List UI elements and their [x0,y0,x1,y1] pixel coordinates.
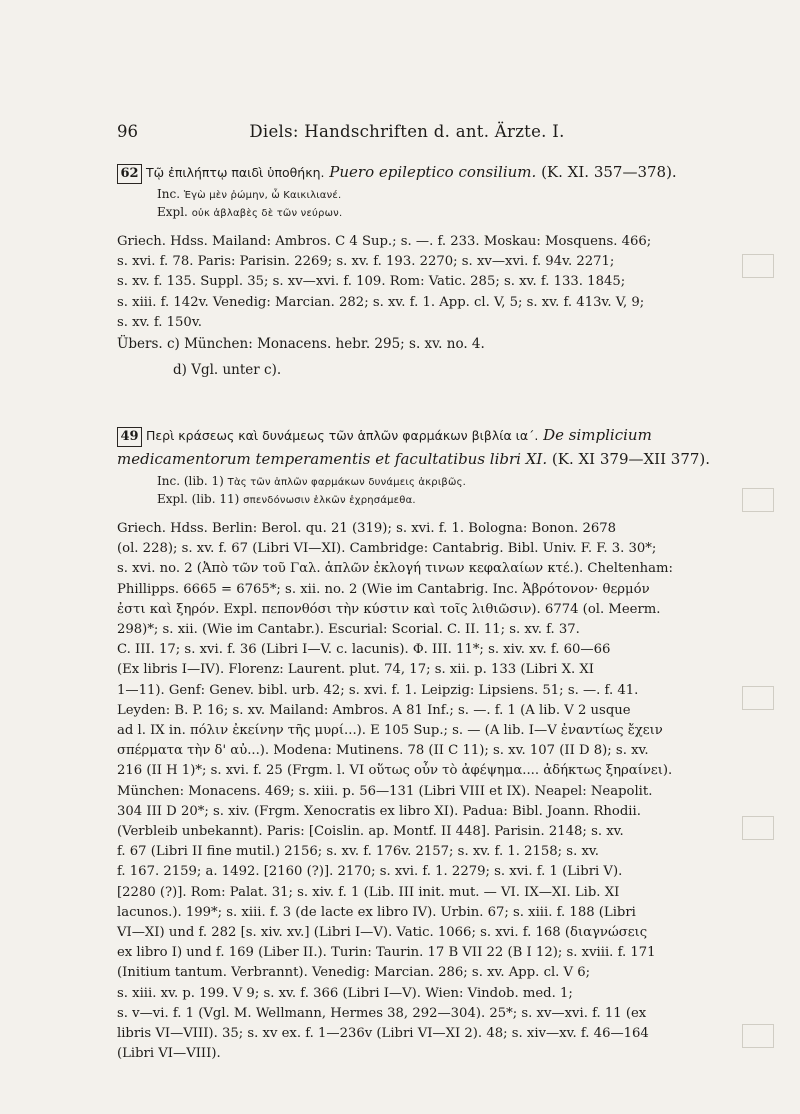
body-line: (Verbleib unbekannt). Paris: [Coislin. ap. Montf. II 448]. Parisin. 2148; s. xv. [117,824,624,840]
bleed-through-mark [742,1024,774,1048]
entry-number: 62 [117,164,142,184]
body-line: (Libri VI—VIII). [117,1046,221,1062]
incipit: Inc. (lib. 1) Τὰς τῶν ἁπλῶν φαρμάκων δυνάμεις ἀκριβῶς. [157,474,467,488]
entry-title [146,423,652,448]
body-line: lacunos.). 199*; s. xiii. f. 3 (de lacte ex libro IV). Urbin. 67; s. xiii. f. 188 (Libri [117,904,636,920]
body-line: Leyden: B. P. 16; s. xv. Mailand: Ambros. A 81 Inf.; s. —. f. 1 (A lib. V 2 usque [117,702,631,718]
body-line: München: Monacens. 469; s. xiii. p. 56—131 (Libri VIII et IX). Neapel: Neapolit. [117,783,653,799]
body-line: f. 67 (Libri II fine mutil.) 2156; s. xv. f. 176v. 2157; s. xv. f. 1. 2158; s. xv. [117,844,599,860]
bleed-through-mark [742,686,774,710]
body-line: Phillipps. 6665 = 6765*; s. xii. no. 2 (Wie im Cantabrig. Inc. Ἀβρότονον· θερμόν [117,581,650,597]
title-latin: De simplicium [543,426,652,444]
body-line: VI—XI) und f. 282 [s. xiv. xv.] (Libri I—V). Vatic. 1066; s. xvi. f. 168 (διαγνώσεις [117,925,648,941]
body-line: ad l. IX in. πόλιν ἐκείνην τῆς μυρί...). E 105 Sup.; s. — (A lib. I—V ἐναντίως ἔχειν [117,723,663,739]
body-line: C. III. 17; s. xvi. f. 36 (Libri I—V. c. lacunis). Φ. III. 11*; s. xiv. xv. f. 60—66 [117,642,611,658]
title-greek: Τῷ ἐπιλήπτῳ παιδὶ ὑποθήκη. [146,165,325,180]
entry-title [146,160,677,185]
body-line: s. xiii. xv. p. 199. V 9; s. xv. f. 366 (Libri I—V). Wien: Vindob. med. 1; [117,985,573,1001]
bleed-through-mark [742,254,774,278]
body-line: 304 III D 20*; s. xiv. (Frgm. Xenocratis ex libro XI). Padua: Bibl. Joann. Rhodii. [117,803,641,819]
entry-number: 49 [117,427,142,447]
translations-c: Übers. c) München: Monacens. hebr. 295; s. xv. no. 4. [117,336,485,352]
bleed-through-mark [742,488,774,512]
title-latin: Puero epileptico consilium. [329,163,537,181]
manuscript-list [117,232,697,333]
bleed-through-mark [742,816,774,840]
body-line: Griech. Hdss. Berlin: Berol. qu. 21 (319); s. xvi. f. 1. Bologna: Bonon. 2678 [117,521,617,536]
body-line: s. xv. f. 135. Suppl. 35; s. xv—xvi. f. 109. Rom: Vatic. 285; s. xv. f. 133. 1845; [117,274,626,290]
translations-d: d) Vgl. unter c). [173,362,282,378]
body-line: 298)*; s. xii. (Wie im Cantabr.). Escurial: Scorial. C. II. 11; s. xv. f. 37. [117,622,580,638]
body-line: (Ex libris I—IV). Florenz: Laurent. plut. 74, 17; s. xii. p. 133 (Libri X. XI [117,662,594,678]
body-line: s. xv. f. 150v. [117,314,202,330]
body-line: 1—11). Genf: Genev. bibl. urb. 42; s. xvi. f. 1. Leipzig: Lipsiens. 51; s. —. f. 41. [117,682,639,698]
incipit: Inc. Ἐγὼ μὲν ῥώμην, ὦ Καικιλιανέ. [157,187,342,201]
title-latin-cont: medicamentorum temperamentis et facultatibus libri XI. [117,450,548,468]
body-line: s. xvi. f. 78. Paris: Parisin. 2269; s. xv. f. 193. 2270; s. xv—xvi. f. 94v. 2271; [117,254,615,270]
body-line: s. xvi. no. 2 (Ἀπὸ τῶν τοῦ Γαλ. ἁπλῶν ἐκλογή τινων κεφαλαίων κτέ.). Cheltenham: [117,561,673,577]
body-line: ἐστι καὶ ξηρόν. Expl. πεπονθόσι τὴν κύστιν καὶ τοῖς λιθιῶσιν). 6774 (ol. Meerm. [117,601,661,617]
body-line: libris VI—VIII). 35; s. xv ex. f. 1—236v (Libri VI—XI 2). 48; s. xiv—xv. f. 46—164 [117,1026,649,1042]
explicit: Expl. οὐκ ἀβλαβὲς δὲ τῶν νεύρων. [157,205,343,219]
running-header [117,122,697,144]
running-title: Diels: Handschriften d. ant. Ärzte. I. [249,122,565,141]
title-greek: Περὶ κράσεως καὶ δυνάμεως τῶν ἁπλῶν φαρμάκων βιβλία ια΄. [146,428,539,443]
title-ref: (K. XI. 357—378). [541,163,677,181]
explicit: Expl. (lib. 11) σπενδόνωσιν ἑλκῶν ἐχρησάμεθα. [157,492,416,506]
body-line: (Initium tantum. Verbrannt). Venedig: Marcian. 286; s. xv. App. cl. V 6; [117,965,591,981]
body-line: s. v—vi. f. 1 (Vgl. M. Wellmann, Hermes 38, 292—304). 25*; s. xv—xvi. f. 11 (ex [117,1005,647,1021]
body-line: s. xiii. f. 142v. Venedig: Marcian. 282; s. xv. f. 1. App. cl. V, 5; s. xv. f. 413v. V, 9; [117,294,645,310]
manuscript-list [117,519,697,1064]
page-number: 96 [117,122,138,141]
body-line: Griech. Hdss. Mailand: Ambros. C 4 Sup.; s. —. f. 233. Moskau: Mosquens. 466; [117,234,652,249]
body-line: [2280 (?)]. Rom: Palat. 31; s. xiv. f. 1 (Lib. III init. mut. — VI. IX—XI. Lib. XI [117,884,620,900]
body-line: (ol. 228); s. xv. f. 67 (Libri VI—XI). Cambridge: Cantabrig. Bibl. Univ. F. F. 3. 30*; [117,541,657,557]
body-line: 216 (II H 1)*; s. xvi. f. 25 (Frgm. l. VI οὕτως οὖν τὸ ἀφέψημα.... ἀδήκτως ξηραίνει). [117,763,673,779]
title-ref: (K. XI 379—XII 377). [551,450,711,468]
body-line: σπέρματα τὴν δ' αὐ...). Modena: Mutinens. 78 (II C 11); s. xv. 107 (II D 8); s. xv. [117,743,649,759]
body-line: f. 167. 2159; a. 1492. [2160 (?)]. 2170; s. xvi. f. 1. 2279; s. xvi. f. 1 (Libri V). [117,864,623,880]
body-line: ex libro I) und f. 169 (Liber II.). Turin: Taurin. 17 B VII 22 (B I 12); s. xviii. f. 171 [117,945,656,961]
entry-title-cont [117,447,710,471]
